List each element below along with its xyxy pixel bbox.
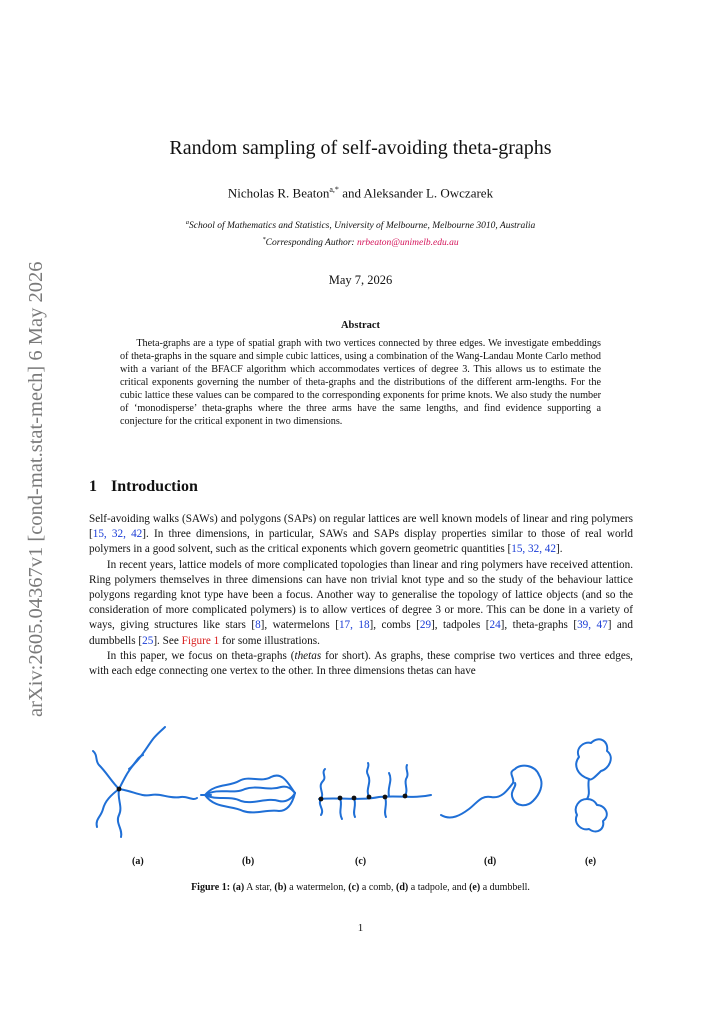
paper-title: Random sampling of self-avoiding theta-graphs bbox=[169, 137, 552, 159]
figure-label-c: (c) bbox=[355, 856, 367, 867]
comb-node bbox=[403, 794, 408, 799]
author-1-marks: a,* bbox=[329, 185, 339, 194]
caption-label-e: (e) bbox=[469, 882, 481, 893]
figure-1 bbox=[89, 725, 633, 845]
abstract-body bbox=[120, 337, 601, 428]
body-text bbox=[89, 512, 633, 679]
caption-text-c: a comb, bbox=[359, 882, 397, 893]
text-run: ], theta-graphs [ bbox=[500, 619, 578, 632]
caption-text-b: a watermelon, bbox=[286, 882, 349, 893]
arxiv-stamp bbox=[20, 230, 48, 720]
text-run: ], combs [ bbox=[369, 619, 420, 632]
figure-label-b: (b) bbox=[242, 856, 255, 867]
abstract-heading: Abstract bbox=[340, 320, 381, 331]
paragraph-1 bbox=[89, 512, 633, 558]
comb-node bbox=[352, 796, 357, 801]
caption-label-b: (b) bbox=[274, 882, 287, 893]
text-run: ], watermelons [ bbox=[260, 619, 339, 632]
paragraph-2 bbox=[89, 558, 633, 649]
author-line bbox=[0, 185, 721, 201]
tadpole-illustration bbox=[441, 766, 541, 818]
text-run: Self-avoiding walks (SAWs) and polygons (SAPs) on regular lattices are well known models of linear and ring polymers [ bbox=[89, 513, 633, 541]
caption-text-a: A star, bbox=[244, 882, 275, 893]
author-1: Nicholas R. Beaton bbox=[227, 185, 330, 201]
citation-link[interactable]: 29 bbox=[419, 619, 432, 632]
comb-node bbox=[319, 797, 324, 802]
citation-link[interactable]: 25 bbox=[142, 634, 154, 647]
text-run: In this paper, we focus on theta-graphs ( bbox=[106, 649, 295, 662]
figure-label-a: (a) bbox=[132, 856, 144, 867]
caption-text-d: a tadpole, and bbox=[408, 882, 470, 893]
author-connector: and bbox=[338, 185, 364, 201]
text-run: for some illustrations. bbox=[219, 634, 320, 647]
figure-label-d: (d) bbox=[484, 856, 497, 867]
text-run: ], tadpoles [ bbox=[431, 619, 490, 632]
caption-label-a: (a) bbox=[232, 882, 245, 893]
dumbbell-illustration bbox=[576, 739, 611, 831]
emphasis: thetas bbox=[294, 649, 322, 662]
figure-link[interactable]: Figure 1 bbox=[181, 634, 220, 647]
section-number: 1 bbox=[89, 478, 97, 495]
corresponding-line bbox=[0, 233, 721, 250]
corresponding-mark: * bbox=[262, 236, 266, 244]
text-run: ]. See bbox=[153, 634, 182, 647]
citation-link[interactable]: 15, 32, 42 bbox=[92, 528, 143, 541]
citation-link[interactable]: 8 bbox=[255, 619, 261, 632]
paragraph-3 bbox=[89, 649, 633, 679]
caption-prefix: Figure 1: bbox=[191, 882, 231, 893]
section-title: Introduction bbox=[111, 478, 198, 495]
text-run: ]. bbox=[555, 543, 563, 556]
citation-link[interactable]: 15, 32, 42 bbox=[511, 543, 556, 556]
affiliation-text: School of Mathematics and Statistics, University of Melbourne, Melbourne 3010, Australia bbox=[188, 221, 536, 232]
affiliation-line bbox=[0, 216, 721, 233]
caption-label-c: (c) bbox=[348, 882, 360, 893]
citation-link[interactable]: 24 bbox=[489, 619, 501, 632]
star-illustration bbox=[93, 727, 197, 837]
affiliations bbox=[0, 216, 721, 250]
section-heading bbox=[89, 478, 198, 496]
abstract-text: Theta-graphs are a type of spatial graph with two vertices connected by three edges. We investigate embeddings of theta-graphs in the square and simple cubic lattices, using a combination of the Wang-Landau Monte Carlo method with a variant of the BFACF algorithm which accommodates vertices of degree 3. This allows us to estimate the critical exponents governing the number of theta-graphs and the distributions of the different arm-lengths. For the cubic lattice these values can be compared to the corresponding exponents for prime knots. We also study the number of ‘monodisperse’ theta-graphs where the three arms have the same lengths, and find evidence supporting a conjecture for the critical exponent in two dimensions. bbox=[120, 338, 601, 427]
author-2: Aleksander L. Owczarek bbox=[363, 185, 494, 201]
caption-text-e: a dumbbell. bbox=[480, 882, 530, 893]
caption-label-d: (d) bbox=[396, 882, 409, 893]
paper-date: May 7, 2026 bbox=[328, 273, 393, 287]
affiliation-mark: a bbox=[185, 219, 189, 226]
comb-node bbox=[367, 795, 372, 800]
citation-link[interactable]: 17, 18 bbox=[338, 619, 370, 632]
corresponding-label: Corresponding Author: bbox=[265, 238, 357, 249]
email-link[interactable]: nrbeaton@unimelb.edu.au bbox=[356, 238, 459, 249]
page-number: 1 bbox=[357, 922, 364, 934]
figure-caption bbox=[0, 882, 721, 893]
text-run: for short). As graphs, these comprise two vertices and three edges, with each edge connecting one vertex to the other. In three dimensions thetas can have bbox=[89, 649, 633, 678]
comb-node bbox=[383, 795, 388, 800]
star-center-node bbox=[117, 787, 122, 792]
arxiv-stamp-text: arXiv:2605.04367v1 [cond-mat.stat-mech] 6 May 2026 bbox=[25, 261, 47, 717]
citation-link[interactable]: 39, 47 bbox=[577, 619, 608, 632]
watermelon-illustration bbox=[201, 776, 295, 813]
text-run: ] and dumbbells [ bbox=[89, 619, 633, 647]
comb-node bbox=[338, 796, 343, 801]
text-run: In recent years, lattice models of more complicated topologies than linear and ring polymers have received attention. Ring polymers themselves in three dimensions can have non trivial knot type and so the study of the behaviour lattice polygons regarding knot type have been a focus. Another way to generalise the topology of lattice objects (and so the consideration of more complicated polymers) is to allow vertices of degree 3 or more. This can be done in a variety of ways, giving structures like stars [ bbox=[89, 558, 633, 632]
text-run: ]. In three dimensions, in particular, SAWs and SAPs display properties similar to those of real world polymers in a good solvent, such as the critical exponents which govern geometric quantities [ bbox=[89, 528, 633, 556]
figure-label-e: (e) bbox=[585, 856, 597, 867]
comb-illustration bbox=[319, 763, 431, 819]
